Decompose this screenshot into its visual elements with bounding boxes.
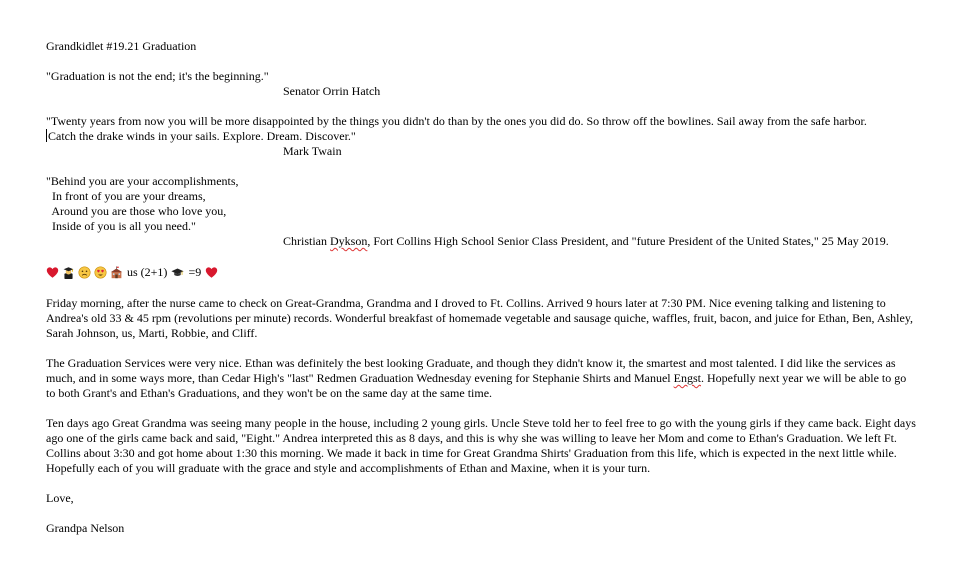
quote-2-attribution: Mark Twain bbox=[283, 144, 342, 158]
quote-3-line-3: Around you are those who love you, bbox=[46, 204, 227, 218]
graduation-cap-icon bbox=[171, 266, 184, 279]
quote-2-line-1: "Twenty years from now you will be more disappointed by the things you didn't do than by the ones you did do. So throw off the bowlines. Sail away from the safe harbor. bbox=[46, 114, 867, 128]
paragraph-breakfast: Friday morning, after the nurse came to check on Great-Grandma, Grandma and I droved to Ft. Collins. Arrived 9 hours later at 7:30 PM. Nice evening talking and listening to Andrea's old 33 & 45 rpm (revolutions per minute) records. Wonderful breakfast of homemade vegetable and sausage quiche, waffles, fruit, bacon, and juice for Ethan, Ben, Ashley, Sarah Johnson, us, Marti, Robbie, and Cliff. bbox=[46, 296, 914, 340]
document-title: Grandkidlet #19.21 Graduation bbox=[46, 39, 197, 53]
graduate-icon bbox=[62, 266, 75, 279]
quote-3-line-4: Inside of you is all you need." bbox=[46, 219, 196, 233]
school-icon bbox=[110, 266, 123, 279]
quote-3-attribution: Christian Dykson, Fort Collins High School Senior Class President, and "future President of the United States," 25 May 2019. bbox=[283, 234, 889, 248]
misspelled-word: Dykson bbox=[330, 234, 368, 248]
emoji-row-text-b: =9 bbox=[188, 264, 202, 279]
quote-1-line-1: "Graduation is not the end; it's the beginning." bbox=[46, 69, 269, 83]
red-heart-icon bbox=[46, 266, 59, 279]
closing: Love, bbox=[46, 491, 74, 505]
emoji-row-text-a: us (2+1) bbox=[127, 264, 168, 279]
paragraph-great-grandma: Ten days ago Great Grandma was seeing many people in the house, including 2 young girls. Uncle Steve told her to feel free to go with the young girls if they came back. Eight days ago one of the girls came back and said, "Eight." Andrea interpreted this as 8 days, and this is why she was willing to leave her Mom and come to Ethan's Graduation. We left Ft. Collins about 3:30 and got home about 1:30 this morning. We made it back in time for Great Grandma Shirts' Graduation from this life, which is expected in the next little while. Hopefully each of you will graduate with the grace and style and accomplishments of Ethan and Maxine, when it is your turn. bbox=[46, 416, 916, 475]
heart-eyes-icon bbox=[94, 266, 107, 279]
misspelled-word: Engst bbox=[673, 371, 701, 385]
sad-face-icon bbox=[78, 266, 91, 279]
red-heart-icon bbox=[205, 266, 218, 279]
quote-3-line-2: In front of you are your dreams, bbox=[46, 189, 206, 203]
emoji-row bbox=[46, 264, 218, 280]
quote-1-attribution: Senator Orrin Hatch bbox=[283, 84, 381, 98]
quote-2-line-2: Catch the drake winds in your sails. Explore. Dream. Discover." bbox=[48, 129, 356, 143]
quote-2-line-2-wrap bbox=[46, 129, 356, 144]
text-cursor bbox=[46, 129, 47, 142]
quote-3-line-1: "Behind you are your accomplishments, bbox=[46, 174, 239, 188]
signature: Grandpa Nelson bbox=[46, 521, 125, 535]
paragraph-graduation-services: The Graduation Services were very nice. Ethan was definitely the best looking Graduate, and though they didn't know it, the smartest and most talented. I did like the services as much, and in some ways more, than Cedar High's "last" Redmen Graduation Wednesday evening for Stephanie Shirts and Manuel Engst. Hopefully next year we will be able to go to both Grant's and Ethan's Graduations, and they won't be on the same day at the same time. bbox=[46, 356, 907, 400]
